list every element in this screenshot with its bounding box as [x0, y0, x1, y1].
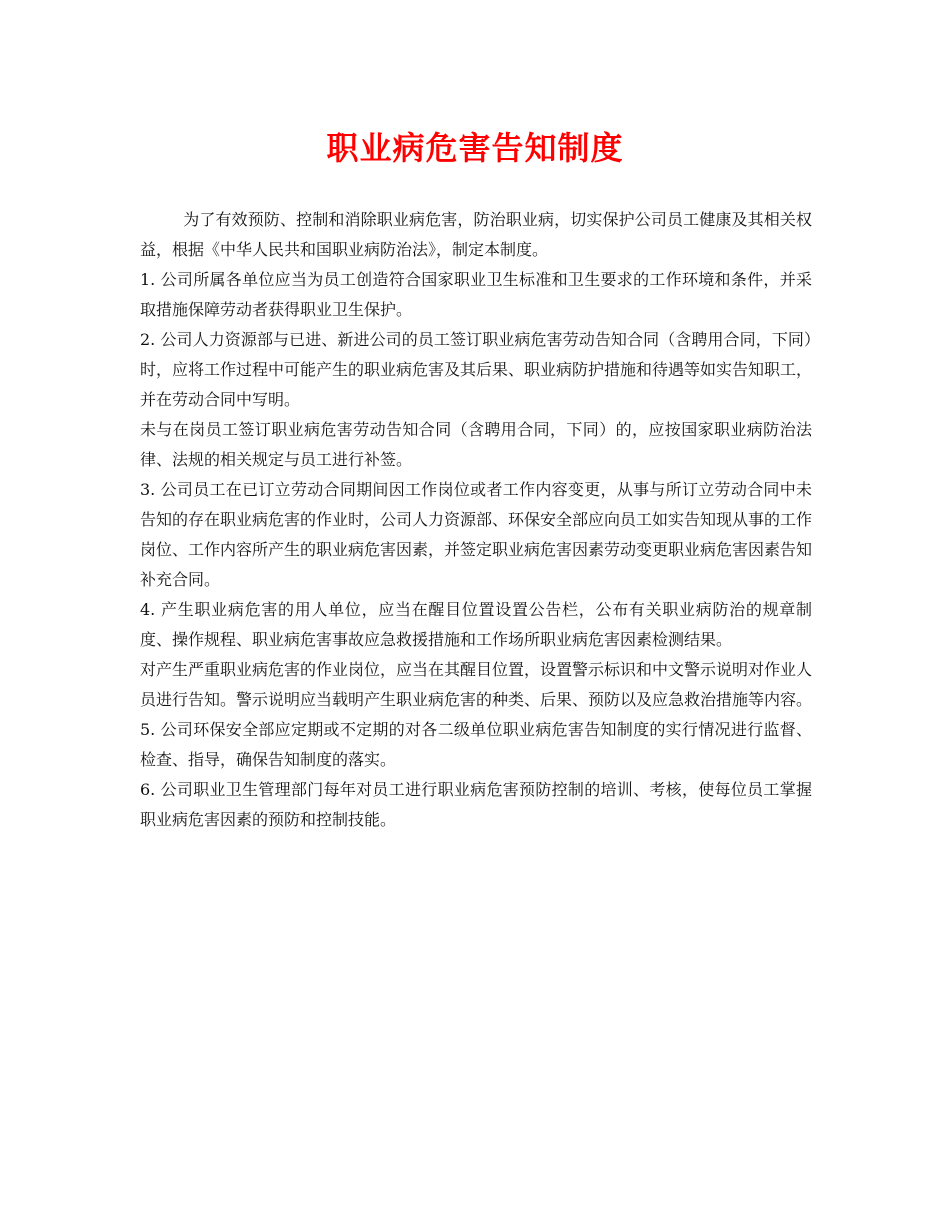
document-title: 职业病危害告知制度 — [326, 129, 624, 167]
clause-2-supplement: 未与在岗员工签订职业病危害劳动告知合同（含聘用合同，下同）的，应按国家职业病防治法律、法规的相关规定与员工进行补签。 — [140, 420, 812, 469]
intro-paragraph: 为了有效预防、控制和消除职业病危害，防治职业病，切实保护公司员工健康及其相关权益，根据《中华人民共和国职业病防治法》，制定本制度。 — [140, 210, 812, 259]
clause-2: 2. 公司人力资源部与已进、新进公司的员工签订职业病危害劳动告知合同（含聘用合同，下同）时，应将工作过程中可能产生的职业病危害及其后果、职业病防护措施和待遇等如实告知职工，并在劳动合同中写明。 — [140, 330, 813, 409]
clause-4-supplement: 对产生严重职业病危害的作业岗位，应当在其醒目位置，设置警示标识和中文警示说明对作业人员进行告知。警示说明应当载明产生职业病危害的种类、后果、预防以及应急救治措施等内容。 — [140, 660, 813, 709]
document-body — [140, 205, 812, 835]
clause-5: 5. 公司环保安全部应定期或不定期的对各二级单位职业病危害告知制度的实行情况进行监督、检查、指导，确保告知制度的落实。 — [140, 720, 812, 769]
clause-4: 4. 产生职业病危害的用人单位，应当在醒目位置设置公告栏，公布有关职业病防治的规章制度、操作规程、职业病危害事故应急救援措施和工作场所职业病危害因素检测结果。 — [140, 600, 812, 649]
clause-3: 3. 公司员工在已订立劳动合同期间因工作岗位或者工作内容变更，从事与所订立劳动合同中未告知的存在职业病危害的作业时，公司人力资源部、环保安全部应向员工如实告知现从事的工作岗位、工作内容所产生的职业病危害因素，并签定职业病危害因素劳动变更职业病危害因素告知补充合同。 — [140, 480, 813, 589]
clause-6: 6. 公司职业卫生管理部门每年对员工进行职业病危害预防控制的培训、考核，使每位员工掌握职业病危害因素的预防和控制技能。 — [140, 780, 812, 829]
clause-1: 1. 公司所属各单位应当为员工创造符合国家职业卫生标准和卫生要求的工作环境和条件，并采取措施保障劳动者获得职业卫生保护。 — [140, 270, 812, 319]
